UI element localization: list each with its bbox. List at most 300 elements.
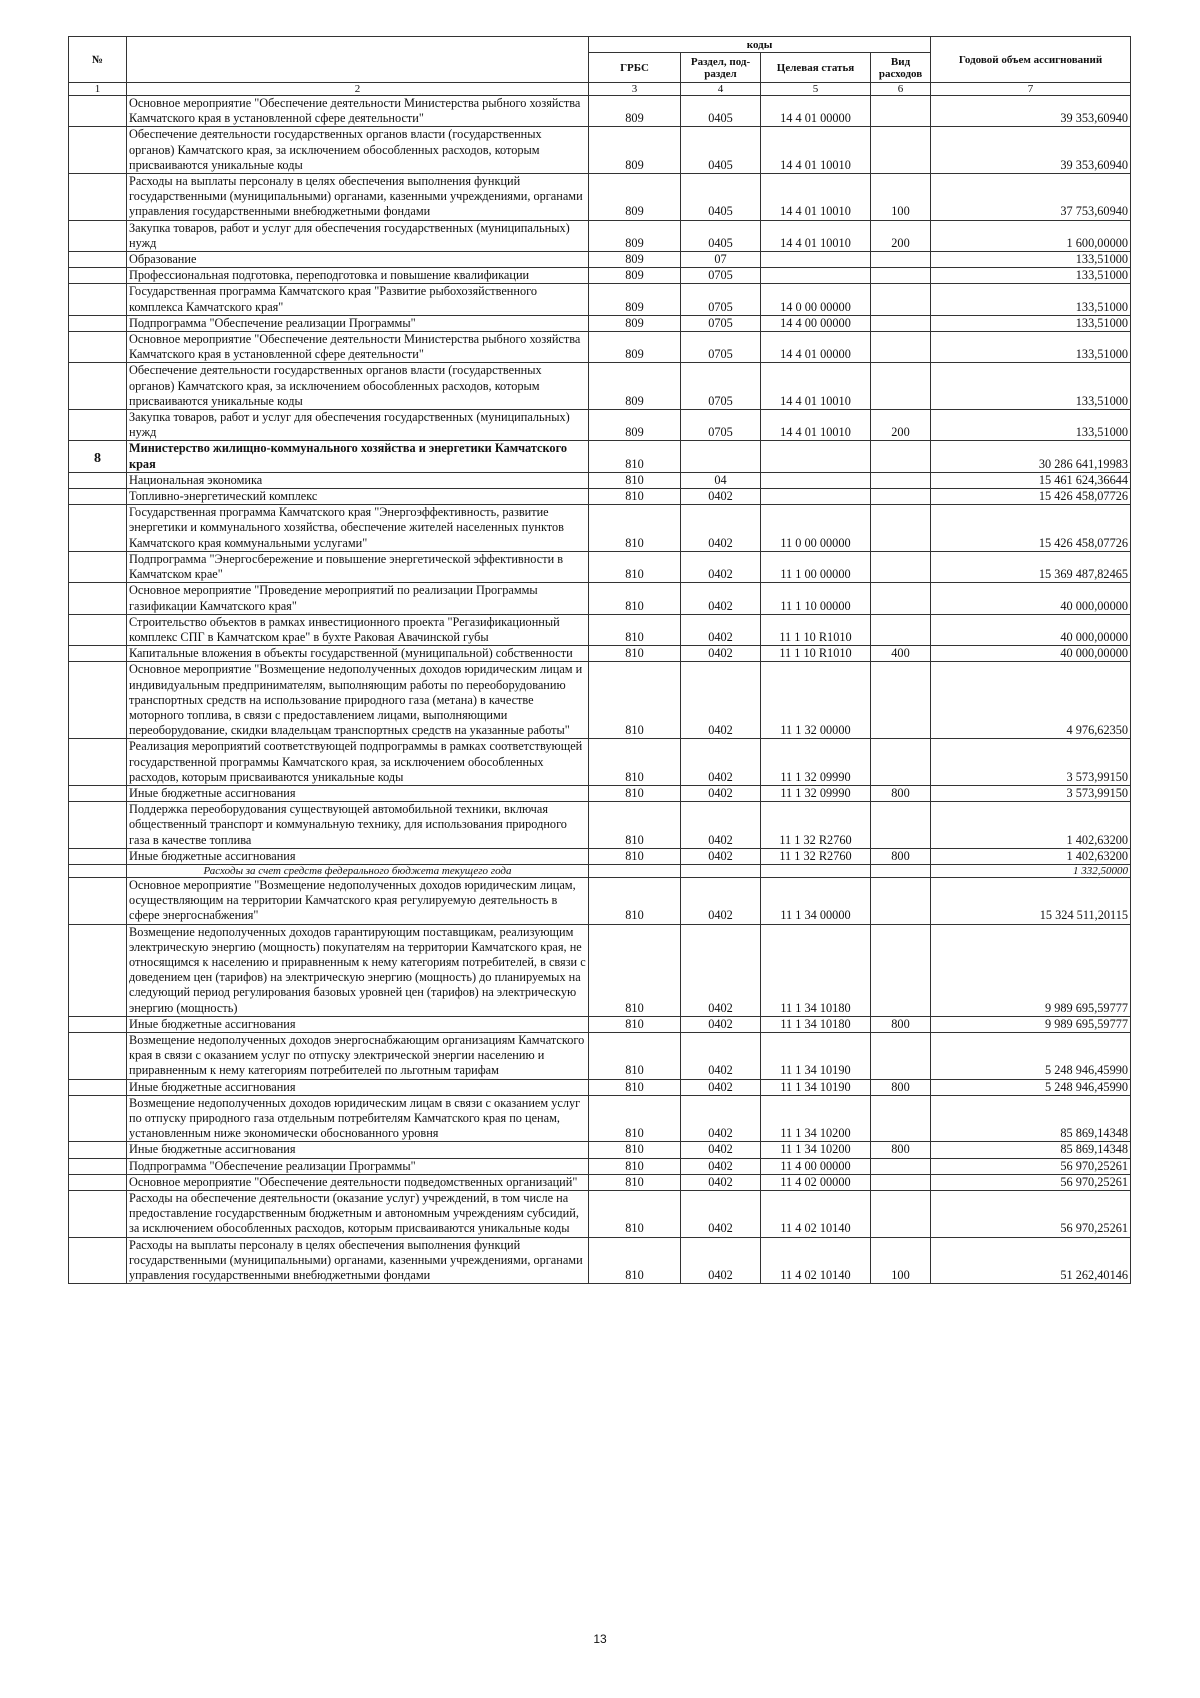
grbs-code: 810 xyxy=(589,489,681,505)
expense-name: Обеспечение деятельности государственных органов власти (государственных органов) Камчатского края, за исключением обособленных расходов, которым присваиваются уникальные коды xyxy=(127,127,589,174)
section-code: 0402 xyxy=(681,1079,761,1095)
section-code: 0705 xyxy=(681,410,761,441)
annual-amount: 133,51000 xyxy=(931,315,1131,331)
row-number xyxy=(69,410,127,441)
target-article-code: 14 0 00 00000 xyxy=(761,284,871,315)
grbs-code: 810 xyxy=(589,1174,681,1190)
grbs-code: 810 xyxy=(589,472,681,488)
grbs-code: 810 xyxy=(589,739,681,786)
annual-amount: 39 353,60940 xyxy=(931,96,1131,127)
expense-name: Расходы за счет средств федерального бюджета текущего года xyxy=(127,864,589,877)
grbs-code: 810 xyxy=(589,662,681,739)
header-amount: Годовой объем ассигнований xyxy=(931,37,1131,83)
annual-amount: 85 869,14348 xyxy=(931,1095,1131,1142)
expense-kind-code: 200 xyxy=(871,220,931,251)
target-article-code: 14 4 01 00000 xyxy=(761,96,871,127)
column-number-row xyxy=(69,83,1131,96)
row-number xyxy=(69,1174,127,1190)
section-code: 0402 xyxy=(681,1016,761,1032)
annual-amount: 133,51000 xyxy=(931,284,1131,315)
section-code: 0402 xyxy=(681,1237,761,1284)
target-article-code: 11 1 34 10180 xyxy=(761,1016,871,1032)
section-code: 0705 xyxy=(681,268,761,284)
header-kind: Вид расходов xyxy=(871,53,931,83)
row-number xyxy=(69,864,127,877)
target-article-code: 11 0 00 00000 xyxy=(761,505,871,552)
section-code: 0402 xyxy=(681,1174,761,1190)
section-code: 0402 xyxy=(681,662,761,739)
table-row xyxy=(69,96,1131,127)
expense-name: Реализация мероприятий соответствующей подпрограммы в рамках соответствующей государственной программы Камчатского края, за исключением обособленных расходов, которым присваиваются уникальные коды xyxy=(127,739,589,786)
expense-kind-code xyxy=(871,1174,931,1190)
annual-amount: 133,51000 xyxy=(931,332,1131,363)
section-code: 0402 xyxy=(681,1032,761,1079)
section-code: 0402 xyxy=(681,1095,761,1142)
expense-name: Иные бюджетные ассигнования xyxy=(127,1079,589,1095)
grbs-code: 809 xyxy=(589,174,681,221)
annual-amount: 40 000,00000 xyxy=(931,614,1131,645)
table-row xyxy=(69,489,1131,505)
expense-name: Поддержка переоборудования существующей автомобильной техники, включая общественный транспорт и коммунальную технику, для использования природного газа в качестве топлива xyxy=(127,802,589,849)
page-number: 13 xyxy=(593,1632,607,1646)
annual-amount: 133,51000 xyxy=(931,410,1131,441)
annual-amount: 1 332,50000 xyxy=(931,864,1131,877)
table-row xyxy=(69,614,1131,645)
annual-amount: 9 989 695,59777 xyxy=(931,924,1131,1016)
expense-name: Основное мероприятие "Обеспечение деятельности подведомственных организаций" xyxy=(127,1174,589,1190)
expense-name: Подпрограмма "Обеспечение реализации Программы" xyxy=(127,315,589,331)
expense-kind-code xyxy=(871,864,931,877)
table-row xyxy=(69,583,1131,614)
section-code: 0705 xyxy=(681,332,761,363)
col-num: 3 xyxy=(589,83,681,96)
section-code: 0402 xyxy=(681,489,761,505)
expense-name: Закупка товаров, работ и услуг для обеспечения государственных (муниципальных) нужд xyxy=(127,220,589,251)
annual-amount: 5 248 946,45990 xyxy=(931,1079,1131,1095)
row-number xyxy=(69,1079,127,1095)
grbs-code: 809 xyxy=(589,96,681,127)
annual-amount: 30 286 641,19983 xyxy=(931,441,1131,472)
section-code: 0405 xyxy=(681,174,761,221)
expense-kind-code xyxy=(871,1158,931,1174)
grbs-code: 810 xyxy=(589,505,681,552)
col-num: 1 xyxy=(69,83,127,96)
annual-amount: 40 000,00000 xyxy=(931,583,1131,614)
expense-kind-code xyxy=(871,284,931,315)
section-code: 0402 xyxy=(681,551,761,582)
row-number xyxy=(69,802,127,849)
section-code: 0402 xyxy=(681,802,761,849)
table-row xyxy=(69,551,1131,582)
row-number xyxy=(69,284,127,315)
expense-name: Подпрограмма "Энергосбережение и повышение энергетической эффективности в Камчатском крае" xyxy=(127,551,589,582)
section-code: 07 xyxy=(681,252,761,268)
expense-name: Иные бюджетные ассигнования xyxy=(127,1016,589,1032)
annual-amount: 56 970,25261 xyxy=(931,1158,1131,1174)
expense-kind-code xyxy=(871,315,931,331)
row-number xyxy=(69,924,127,1016)
target-article-code: 14 4 00 00000 xyxy=(761,315,871,331)
table-row xyxy=(69,848,1131,864)
grbs-code: 810 xyxy=(589,614,681,645)
row-number xyxy=(69,1142,127,1158)
section-code: 0705 xyxy=(681,315,761,331)
section-code: 04 xyxy=(681,472,761,488)
target-article-code: 11 1 32 R2760 xyxy=(761,848,871,864)
grbs-code: 810 xyxy=(589,802,681,849)
target-article-code: 11 1 10 R1010 xyxy=(761,614,871,645)
target-article-code: 11 4 02 10140 xyxy=(761,1191,871,1238)
header-name xyxy=(127,37,589,83)
annual-amount: 56 970,25261 xyxy=(931,1174,1131,1190)
row-number xyxy=(69,877,127,924)
annual-amount: 40 000,00000 xyxy=(931,646,1131,662)
row-number xyxy=(69,363,127,410)
annual-amount: 9 989 695,59777 xyxy=(931,1016,1131,1032)
expense-kind-code xyxy=(871,1191,931,1238)
row-number xyxy=(69,332,127,363)
grbs-code: 810 xyxy=(589,1032,681,1079)
section-code: 0402 xyxy=(681,877,761,924)
expense-name: Основное мероприятие "Возмещение недополученных доходов юридическим лицам, осуществляющим на территории Камчатского края регулируемую деятельность в сфере энергоснабжения" xyxy=(127,877,589,924)
budget-table-sheet xyxy=(68,36,1130,1284)
section-code: 0705 xyxy=(681,284,761,315)
table-row xyxy=(69,472,1131,488)
expense-kind-code: 800 xyxy=(871,848,931,864)
expense-kind-code xyxy=(871,1095,931,1142)
section-code: 0402 xyxy=(681,785,761,801)
row-number xyxy=(69,583,127,614)
target-article-code xyxy=(761,268,871,284)
expense-name: Профессиональная подготовка, переподготовка и повышение квалификации xyxy=(127,268,589,284)
table-row xyxy=(69,1095,1131,1142)
expense-name: Иные бюджетные ассигнования xyxy=(127,848,589,864)
expense-kind-code xyxy=(871,739,931,786)
row-number xyxy=(69,785,127,801)
section-code: 0405 xyxy=(681,127,761,174)
target-article-code xyxy=(761,441,871,472)
table-row xyxy=(69,441,1131,472)
row-number xyxy=(69,174,127,221)
grbs-code: 810 xyxy=(589,848,681,864)
grbs-code: 809 xyxy=(589,363,681,410)
row-number xyxy=(69,646,127,662)
expense-kind-code xyxy=(871,551,931,582)
row-number xyxy=(69,472,127,488)
target-article-code: 11 1 10 R1010 xyxy=(761,646,871,662)
expense-kind-code xyxy=(871,505,931,552)
row-number xyxy=(69,96,127,127)
target-article-code xyxy=(761,472,871,488)
annual-amount: 37 753,60940 xyxy=(931,174,1131,221)
annual-amount: 85 869,14348 xyxy=(931,1142,1131,1158)
expense-name: Образование xyxy=(127,252,589,268)
target-article-code: 11 1 34 10180 xyxy=(761,924,871,1016)
target-article-code: 11 4 02 10140 xyxy=(761,1237,871,1284)
grbs-code: 809 xyxy=(589,284,681,315)
grbs-code: 810 xyxy=(589,877,681,924)
expense-name: Основное мероприятие "Обеспечение деятельности Министерства рыбного хозяйства Камчатского края в установленной сфере деятельности" xyxy=(127,96,589,127)
expense-kind-code xyxy=(871,924,931,1016)
expense-kind-code xyxy=(871,1032,931,1079)
table-row xyxy=(69,877,1131,924)
table-row xyxy=(69,1158,1131,1174)
section-code: 0402 xyxy=(681,848,761,864)
grbs-code: 810 xyxy=(589,1142,681,1158)
expense-kind-code: 400 xyxy=(871,646,931,662)
expense-kind-code: 200 xyxy=(871,410,931,441)
table-row xyxy=(69,1079,1131,1095)
row-number xyxy=(69,315,127,331)
target-article-code xyxy=(761,864,871,877)
expense-kind-code: 800 xyxy=(871,1142,931,1158)
annual-amount: 133,51000 xyxy=(931,252,1131,268)
expense-name: Подпрограмма "Обеспечение реализации Программы" xyxy=(127,1158,589,1174)
table-row xyxy=(69,662,1131,739)
table-row xyxy=(69,1237,1131,1284)
expense-name: Иные бюджетные ассигнования xyxy=(127,785,589,801)
target-article-code: 11 1 00 00000 xyxy=(761,551,871,582)
table-row xyxy=(69,1191,1131,1238)
grbs-code: 810 xyxy=(589,1079,681,1095)
table-row xyxy=(69,505,1131,552)
target-article-code: 11 1 34 10190 xyxy=(761,1079,871,1095)
header-no: № xyxy=(69,37,127,83)
annual-amount: 1 600,00000 xyxy=(931,220,1131,251)
expense-name: Капитальные вложения в объекты государственной (муниципальной) собственности xyxy=(127,646,589,662)
budget-table xyxy=(68,36,1131,1284)
table-row xyxy=(69,1016,1131,1032)
col-num: 6 xyxy=(871,83,931,96)
expense-name: Возмещение недополученных доходов энергоснабжающим организациям Камчатского края в связи с оказанием услуг по отпуску электрической энергии населению и приравненным к нему категориям потребителей по льготным тарифам xyxy=(127,1032,589,1079)
expense-name: Иные бюджетные ассигнования xyxy=(127,1142,589,1158)
table-row xyxy=(69,1174,1131,1190)
expense-name: Основное мероприятие "Проведение мероприятий по реализации Программы газификации Камчатского края" xyxy=(127,583,589,614)
col-num: 5 xyxy=(761,83,871,96)
table-row xyxy=(69,1142,1131,1158)
grbs-code: 810 xyxy=(589,1191,681,1238)
annual-amount: 15 324 511,20115 xyxy=(931,877,1131,924)
expense-name: Расходы на выплаты персоналу в целях обеспечения выполнения функций государственными (муниципальными) органами, казенными учреждениями, органами управления государственными внебюджетными фондами xyxy=(127,1237,589,1284)
target-article-code: 11 1 32 R2760 xyxy=(761,802,871,849)
section-code: 0402 xyxy=(681,583,761,614)
target-article-code: 11 1 34 10200 xyxy=(761,1142,871,1158)
grbs-code: 809 xyxy=(589,410,681,441)
grbs-code: 809 xyxy=(589,268,681,284)
grbs-code: 810 xyxy=(589,924,681,1016)
table-row xyxy=(69,268,1131,284)
grbs-code: 809 xyxy=(589,332,681,363)
expense-kind-code xyxy=(871,268,931,284)
section-code: 0405 xyxy=(681,220,761,251)
table-row xyxy=(69,1032,1131,1079)
expense-kind-code: 800 xyxy=(871,1079,931,1095)
header-codes: коды xyxy=(589,37,931,53)
target-article-code: 11 1 32 09990 xyxy=(761,739,871,786)
expense-kind-code xyxy=(871,96,931,127)
header-section: Раздел, под-раздел xyxy=(681,53,761,83)
row-number xyxy=(69,848,127,864)
row-number xyxy=(69,1191,127,1238)
expense-kind-code xyxy=(871,877,931,924)
expense-name: Государственная программа Камчатского края "Развитие рыбохозяйственного комплекса Камчатского края" xyxy=(127,284,589,315)
target-article-code: 11 1 10 00000 xyxy=(761,583,871,614)
grbs-code: 810 xyxy=(589,1095,681,1142)
expense-kind-code xyxy=(871,489,931,505)
annual-amount: 5 248 946,45990 xyxy=(931,1032,1131,1079)
annual-amount: 39 353,60940 xyxy=(931,127,1131,174)
row-number xyxy=(69,252,127,268)
grbs-code: 810 xyxy=(589,1016,681,1032)
annual-amount: 15 426 458,07726 xyxy=(931,489,1131,505)
grbs-code: 809 xyxy=(589,315,681,331)
row-number xyxy=(69,1095,127,1142)
row-number xyxy=(69,1237,127,1284)
col-num: 2 xyxy=(127,83,589,96)
grbs-code: 810 xyxy=(589,583,681,614)
expense-kind-code xyxy=(871,583,931,614)
annual-amount: 3 573,99150 xyxy=(931,739,1131,786)
annual-amount: 56 970,25261 xyxy=(931,1191,1131,1238)
section-code: 0402 xyxy=(681,614,761,645)
expense-kind-code xyxy=(871,472,931,488)
table-row xyxy=(69,220,1131,251)
expense-kind-code xyxy=(871,127,931,174)
row-number xyxy=(69,614,127,645)
target-article-code xyxy=(761,252,871,268)
table-row xyxy=(69,785,1131,801)
header-grbs: ГРБС xyxy=(589,53,681,83)
annual-amount: 4 976,62350 xyxy=(931,662,1131,739)
expense-kind-code xyxy=(871,332,931,363)
expense-name: Возмещение недополученных доходов юридическим лицам в связи с оказанием услуг по отпуску природного газа отдельным потребителям Камчатского края по ценам, установленным ниже экономически обоснованного уровня xyxy=(127,1095,589,1142)
section-code: 0705 xyxy=(681,363,761,410)
expense-name: Министерство жилищно-коммунального хозяйства и энергетики Камчатского края xyxy=(127,441,589,472)
expense-name: Топливно-энергетический комплекс xyxy=(127,489,589,505)
table-row xyxy=(69,802,1131,849)
expense-kind-code: 100 xyxy=(871,1237,931,1284)
row-number xyxy=(69,551,127,582)
row-number xyxy=(69,489,127,505)
row-number xyxy=(69,1158,127,1174)
table-row xyxy=(69,127,1131,174)
target-article-code: 11 1 34 10200 xyxy=(761,1095,871,1142)
expense-kind-code xyxy=(871,662,931,739)
expense-name: Государственная программа Камчатского края "Энергоэффективность, развитие энергетики и коммунального хозяйства, обеспечение жителей населенных пунктов Камчатского края коммунальными услугами" xyxy=(127,505,589,552)
expense-name: Основное мероприятие "Возмещение недополученных доходов юридическим лицам и индивидуальным предпринимателям, выполняющим работы по переоборудованию транспортных средств на использование природного газа (метана) в качестве моторного топлива, в связи с предоставлением лицами, выполняющими переоборудование, скидки владельцам транспортных средств на указанные работы" xyxy=(127,662,589,739)
annual-amount: 3 573,99150 xyxy=(931,785,1131,801)
target-article-code: 14 4 01 10010 xyxy=(761,127,871,174)
grbs-code: 810 xyxy=(589,785,681,801)
target-article-code: 14 4 01 10010 xyxy=(761,410,871,441)
annual-amount: 15 369 487,82465 xyxy=(931,551,1131,582)
table-row xyxy=(69,174,1131,221)
expense-name: Национальная экономика xyxy=(127,472,589,488)
target-article-code: 14 4 01 10010 xyxy=(761,174,871,221)
target-article-code: 14 4 01 10010 xyxy=(761,220,871,251)
table-row xyxy=(69,924,1131,1016)
target-article-code: 14 4 01 00000 xyxy=(761,332,871,363)
row-number xyxy=(69,268,127,284)
section-code: 0402 xyxy=(681,924,761,1016)
grbs-code: 809 xyxy=(589,127,681,174)
section-code: 0402 xyxy=(681,1191,761,1238)
target-article-code: 11 4 02 00000 xyxy=(761,1174,871,1190)
expense-name: Основное мероприятие "Обеспечение деятельности Министерства рыбного хозяйства Камчатского края в установленной сфере деятельности" xyxy=(127,332,589,363)
expense-name: Строительство объектов в рамках инвестиционного проекта "Регазификационный комплекс СПГ в Камчатском крае" в бухте Раковая Авачинской губы xyxy=(127,614,589,645)
expense-kind-code xyxy=(871,441,931,472)
section-code: 0402 xyxy=(681,739,761,786)
grbs-code: 809 xyxy=(589,252,681,268)
expense-kind-code: 100 xyxy=(871,174,931,221)
row-number xyxy=(69,127,127,174)
target-article-code: 11 1 32 00000 xyxy=(761,662,871,739)
expense-name: Закупка товаров, работ и услуг для обеспечения государственных (муниципальных) нужд xyxy=(127,410,589,441)
grbs-code: 810 xyxy=(589,551,681,582)
section-code: 0402 xyxy=(681,1158,761,1174)
expense-kind-code xyxy=(871,802,931,849)
table-row xyxy=(69,646,1131,662)
grbs-code xyxy=(589,864,681,877)
target-article-code: 11 1 34 10190 xyxy=(761,1032,871,1079)
expense-kind-code xyxy=(871,614,931,645)
table-row xyxy=(69,252,1131,268)
grbs-code: 810 xyxy=(589,646,681,662)
row-number xyxy=(69,505,127,552)
grbs-code: 810 xyxy=(589,441,681,472)
row-number: 8 xyxy=(69,441,127,472)
section-code xyxy=(681,864,761,877)
table-row xyxy=(69,284,1131,315)
target-article-code: 14 4 01 10010 xyxy=(761,363,871,410)
annual-amount: 15 426 458,07726 xyxy=(931,505,1131,552)
annual-amount: 133,51000 xyxy=(931,268,1131,284)
grbs-code: 810 xyxy=(589,1237,681,1284)
expense-kind-code xyxy=(871,363,931,410)
expense-kind-code xyxy=(871,252,931,268)
section-code xyxy=(681,441,761,472)
target-article-code xyxy=(761,489,871,505)
expense-name: Расходы на обеспечение деятельности (оказание услуг) учреждений, в том числе на предоставление государственным бюджетным и автономным учреждениям субсидий, за исключением обособленных расходов, которым присваиваются уникальные коды xyxy=(127,1191,589,1238)
budget-table-body xyxy=(69,96,1131,1284)
section-code: 0402 xyxy=(681,646,761,662)
row-number xyxy=(69,1032,127,1079)
grbs-code: 810 xyxy=(589,1158,681,1174)
table-row xyxy=(69,410,1131,441)
target-article-code: 11 4 00 00000 xyxy=(761,1158,871,1174)
row-number xyxy=(69,220,127,251)
table-row xyxy=(69,332,1131,363)
expense-name: Расходы на выплаты персоналу в целях обеспечения выполнения функций государственными (муниципальными) органами, казенными учреждениями, органами управления государственными внебюджетными фондами xyxy=(127,174,589,221)
expense-kind-code: 800 xyxy=(871,1016,931,1032)
row-number xyxy=(69,739,127,786)
col-num: 4 xyxy=(681,83,761,96)
table-row xyxy=(69,315,1131,331)
annual-amount: 1 402,63200 xyxy=(931,848,1131,864)
annual-amount: 133,51000 xyxy=(931,363,1131,410)
header-target: Целевая статья xyxy=(761,53,871,83)
table-row xyxy=(69,363,1131,410)
table-row xyxy=(69,864,1131,877)
expense-name: Обеспечение деятельности государственных органов власти (государственных органов) Камчатского края, за исключением обособленных расходов, которым присваиваются уникальные коды xyxy=(127,363,589,410)
col-num: 7 xyxy=(931,83,1131,96)
row-number xyxy=(69,662,127,739)
table-row xyxy=(69,739,1131,786)
section-code: 0402 xyxy=(681,1142,761,1158)
row-number xyxy=(69,1016,127,1032)
expense-name: Возмещение недополученных доходов гарантирующим поставщикам, реализующим электрическую энергию (мощность) покупателям на территории Камчатского края, не относящимся к населению и приравненным к нему категориям потребителей, в связи с доведением цен (тарифов) на электрическую энергию (мощность) до планируемых на следующий период регулирования базовых уровней цен (тарифов) на электрическую энергию (мощность) xyxy=(127,924,589,1016)
grbs-code: 809 xyxy=(589,220,681,251)
